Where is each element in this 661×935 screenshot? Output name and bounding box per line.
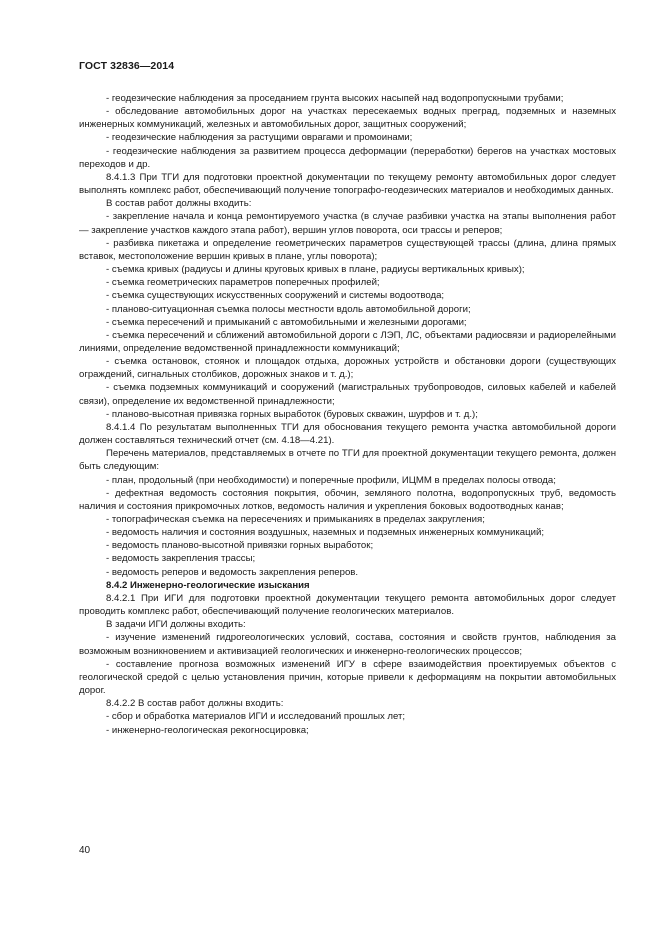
paragraph: 8.4.1.3 При ТГИ для подготовки проектной документации по текущему ремонту автомобильных дорог следует выполнять комплекс работ, обеспечивающий получение топографо-геодезических материалов и необходимых данных.: [79, 171, 616, 197]
paragraph: - съемка пересечений и примыканий с автомобильными и железными дорогами;: [106, 316, 467, 328]
paragraph: 8.4.2.2 В состав работ должны входить:: [106, 698, 284, 710]
paragraph: - съемка подземных коммуникаций и сооружений (магистральных трубопроводов, силовых кабелей и кабелей связи), определение их ведомственной принадлежности;: [79, 382, 616, 407]
paragraph: - ведомость реперов и ведомость закрепления реперов.: [106, 566, 359, 578]
paragraph: - закрепление начала и конца ремонтируемого участка (в случае разбивки участка на этапы выполнения работ — закрепление участков каждого этапа работ), вершин углов поворота, оси трассы и реперов;: [79, 211, 616, 236]
paragraph: - планово-высотная привязка горных выработок (буровых скважин, шурфов и т. д.);: [106, 408, 478, 420]
paragraph: - геодезические наблюдения за проседанием грунта высоких насыпей над водопропускными трубами;: [106, 93, 564, 104]
paragraph: - план, продольный (при необходимости) и поперечные профили, ИЦММ в пределах полосы отвода;: [106, 474, 556, 486]
paragraph: - изучение изменений гидрогеологических условий, состава, состояния и свойств грунтов, наблюдения за возможным возникновением и активизацией геологических и инженерно-геологических процессов;: [79, 632, 616, 657]
paragraph: - топографическая съемка на пересечениях и примыканиях в пределах закругления;: [106, 514, 485, 525]
standard-header: ГОСТ 32836—2014: [79, 60, 175, 72]
page-number: 40: [79, 845, 91, 856]
paragraph: - составление прогноза возможных изменений ИГУ в сфере взаимодействия проектируемых объектов с геологической средой с целью установления причин, которые привели к деформациям на покрытии автомобильных дорог.: [79, 658, 616, 697]
paragraph: Перечень материалов, представляемых в отчете по ТГИ для проектной документации текущего ремонта, должен быть следующим:: [79, 448, 616, 473]
paragraph: - ведомость наличия и состояния воздушных, наземных и подземных инженерных коммуникаций;: [106, 527, 544, 539]
paragraph: - дефектная ведомость состояния покрытия, обочин, земляного полотна, водопропускных труб, ведомость наличия и состояния прикромочных лотков, ведомость наличия и укрепления боковых водоотводных канав;: [79, 487, 616, 512]
paragraph: 8.4.2.1 При ИГИ для подготовки проектной документации текущего ремонта автомобильных дорог следует проводить комплекс работ, обеспечивающий получение геологических материалов.: [79, 592, 616, 618]
paragraph: 8.4.1.4 По результатам выполненных ТГИ для обоснования текущего ремонта участка автомобильной дороги должен составляться технический отчет (см. 4.18—4.21).: [79, 421, 616, 447]
paragraph: - ведомость планово-высотной привязки горных выработок;: [106, 540, 374, 552]
paragraph: В задачи ИГИ должны входить:: [106, 619, 246, 631]
paragraph: - геодезические наблюдения за развитием процесса деформации (переработки) берегов на участках мостовых переходов и др.: [79, 145, 616, 170]
paragraph: - планово-ситуационная съемка полосы местности вдоль автомобильной дороги;: [106, 303, 471, 315]
page-body: [79, 92, 616, 737]
paragraph: - ведомость закрепления трассы;: [106, 553, 256, 565]
paragraph: - разбивка пикетажа и определение геометрических параметров существующей трассы (длина, длина прямых вставок, местоположение вершин кривых в плане, углы поворота);: [79, 237, 616, 262]
paragraph: - съемка кривых (радиусы и длины круговых кривых в плане, радиусы вертикальных кривых);: [106, 264, 525, 276]
paragraph: - съемка существующих искусственных сооружений и системы водоотвода;: [106, 290, 445, 302]
paragraph: - съемка геометрических параметров поперечных профилей;: [106, 277, 380, 289]
paragraph: - обследование автомобильных дорог на участках пересекаемых водных преград, подземных и наземных инженерных коммуникаций, железных и автомобильных дорог, защитных сооружений;: [79, 106, 616, 131]
paragraph: - сбор и обработка материалов ИГИ и исследований прошлых лет;: [106, 711, 406, 723]
paragraph: - съемка остановок, стоянок и площадок отдыха, дорожных устройств и обстановки дороги (существующих ограждений, сигнальных столбиков, дорожных знаков и т. д.);: [79, 356, 616, 381]
paragraph: В состав работ должны входить:: [106, 198, 252, 210]
paragraph: - съемка пересечений и сближений автомобильной дороги с ЛЭП, ЛС, объектами радиосвязи и радиорелейными линиями, определение ведомственной принадлежности коммуникаций;: [79, 329, 616, 354]
paragraph: - инженерно-геологическая рекогносцировка;: [106, 724, 309, 736]
section-heading: 8.4.2 Инженерно-геологические изыскания: [106, 579, 310, 591]
paragraph: - геодезические наблюдения за растущими оврагами и промоинами;: [106, 132, 413, 144]
